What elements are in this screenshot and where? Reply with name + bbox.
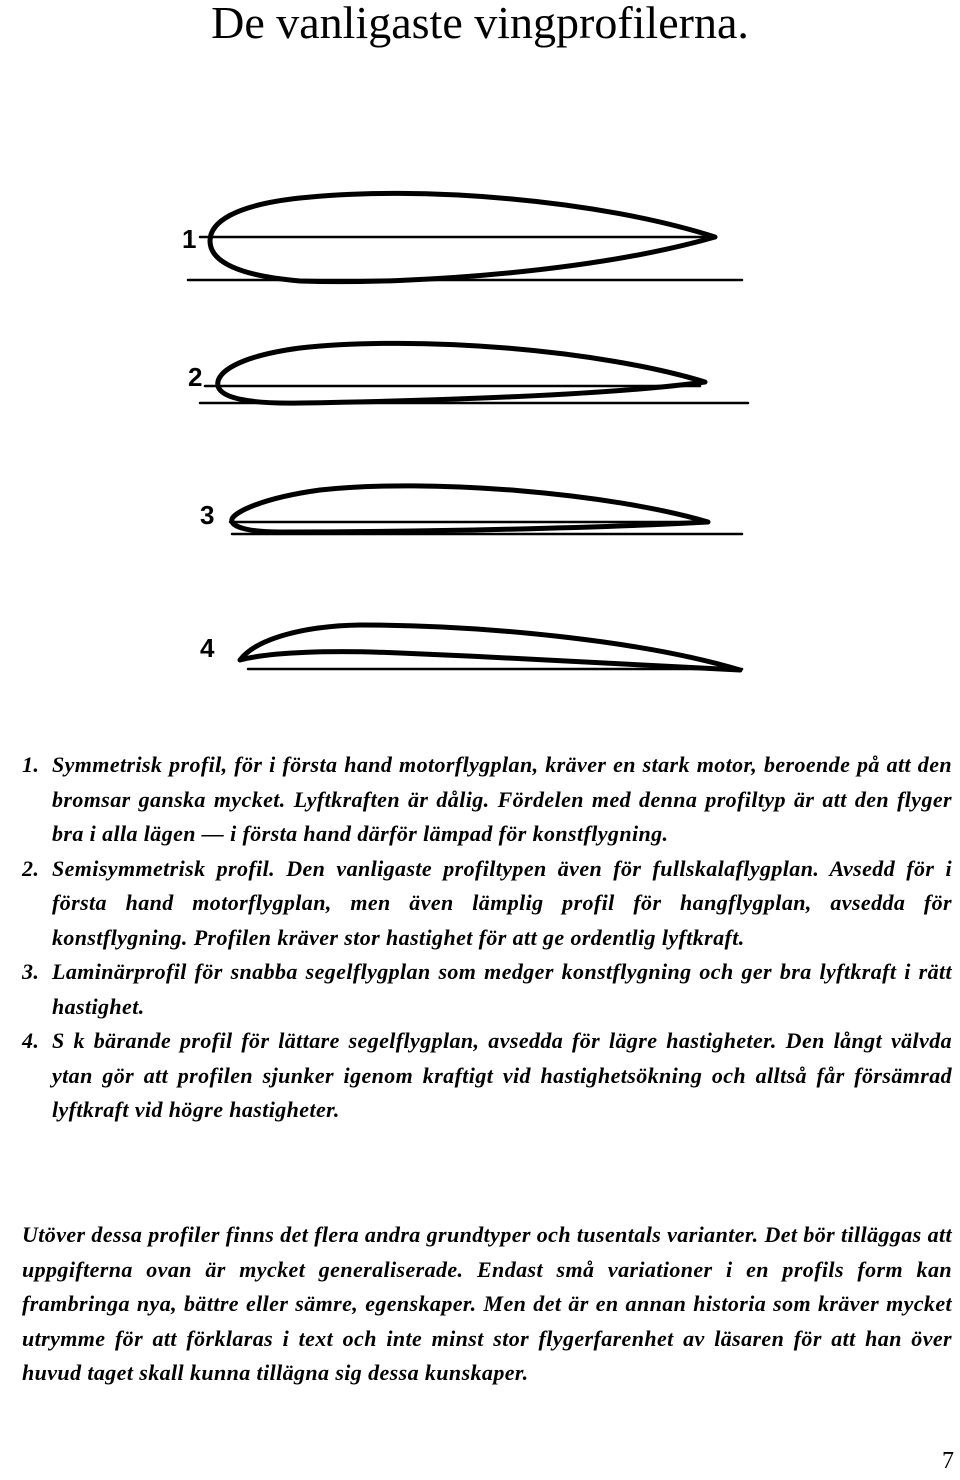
description-item xyxy=(22,955,952,1024)
profile-4-lifting xyxy=(240,625,742,670)
item-number: 2. xyxy=(22,855,40,881)
profile-2-semisymmetric xyxy=(200,343,748,403)
profile-3-laminar xyxy=(230,486,742,534)
profile-3-label: 3 xyxy=(200,500,215,530)
profile-descriptions xyxy=(22,748,952,1128)
profile-4-label: 4 xyxy=(200,633,215,663)
item-text: S k bärande profil för lättare segelflygplan, avsedda för lägre hastigheter. Den långt välvda ytan gör att profilen sjunker igenom kraftigt vid hastighetsökning och alltså får försämrad lyftkraft vid högre hastigheter. xyxy=(52,1028,952,1122)
item-text: Laminärprofil för snabba segelflygplan som medger konstflygning och ger bra lyftkraft i rätt hastighet. xyxy=(52,959,952,1019)
item-number: 4. xyxy=(22,1028,40,1053)
item-text: Symmetrisk profil, för i första hand motorflygplan, kräver en stark motor, beroende på att den bromsar ganska mycket. Lyftkraften är dålig. Fördelen med denna profiltyp är att den flyger bra i alla lägen — i första hand därför lämpad för konstflygning. xyxy=(52,752,952,846)
page-number: 7 xyxy=(942,1448,954,1474)
description-item xyxy=(22,852,952,956)
profile-1-symmetric xyxy=(188,193,742,281)
closing-paragraph: Utöver dessa profiler finns det flera andra grundtyper och tusentals varianter. Det bör tilläggas att uppgifterna ovan är mycket generaliserade. Endast små variationer i en profils form kan frambringa nya, bättre eller sämre, egenskaper. Men det är en annan historia som kräver mycket utrymme för att förklaras i text och inte minst stor flygerfarenhet av läsaren för att han över huvud taget skall kunna tillägna sig dessa kunskaper. xyxy=(22,1222,952,1385)
page-title: De vanligaste vingprofilerna. xyxy=(211,0,749,48)
airfoil-figure xyxy=(0,0,960,720)
description-item xyxy=(22,748,952,852)
airfoil-profiles-drawing xyxy=(0,0,960,720)
item-number: 1. xyxy=(22,752,40,777)
profile-2-label: 2 xyxy=(188,362,203,392)
item-text: Semisymmetrisk profil. Den vanligaste profiltypen även för fullskalaflygplan. Avsedd för i första hand motorflygplan, men även lämplig profil för hangflygplan, avsedda för konstflygning. Profilen kräver stor hastighet för att ge ordentlig lyftkraft. xyxy=(52,855,952,950)
profile-1-label: 1 xyxy=(182,224,197,254)
item-number: 3. xyxy=(22,959,40,984)
description-item xyxy=(22,1024,952,1128)
